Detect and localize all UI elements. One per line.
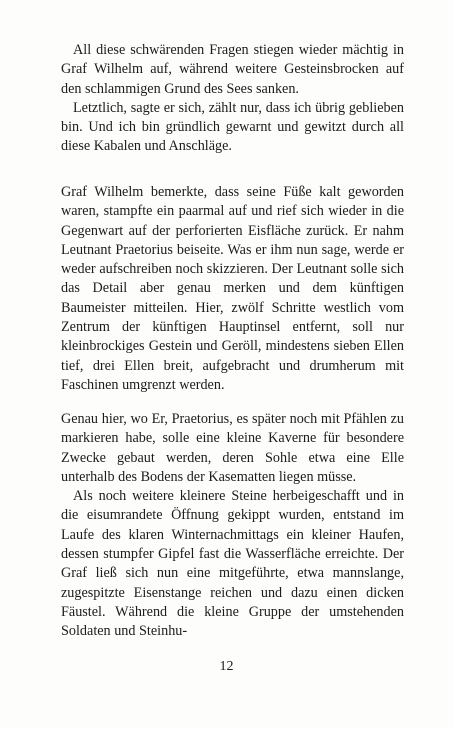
paragraph: Letztlich, sagte er sich, zählt nur, dass ich übrig geblieben bin. Und ich bin gründlich gewarnt und gewitzt durch all diese Kabalen und Anschläge. <box>61 99 404 155</box>
paragraph: All diese schwärenden Fragen stiegen wieder mächtig in Graf Wilhelm auf, während weitere Gesteinsbrocken auf den schlammigen Grund des Sees sanken. <box>61 42 404 97</box>
paragraph: Genau hier, wo Er, Praetorius, es später noch mit Pfählen zu markieren habe, solle eine kleine Kaverne für besondere Zwecke gebaut werden, deren Sohle etwa eine Elle unterhalb des Bodens der Kasematten liegen müsse. <box>61 411 404 485</box>
paragraph: Als noch weitere kleinere Steine herbeigeschafft und in die eisumrandete Öffnung gekippt wurden, entstand im Laufe des klaren Winternachmittags ein kleiner Haufen, dessen stumpfer Gipfel fast die Wasserfläche erreichte. Der Graf ließ sich nun eine mitgeführte, etwa mannslange, zugespitzte Eisenstange reichen und dazu einen dicken Fäustel. Während die kleine Gruppe der umstehenden Soldaten und Steinhu- <box>61 488 404 640</box>
paragraph: Graf Wilhelm bemerkte, dass seine Füße kalt geworden waren, stampfte ein paarmal auf und rief sich wieder in die Gegenwart auf der perforierten Eisfläche zurück. Er nahm Leutnant Praetorius beiseite. Was er ihm nun sage, werde er weder aufschreiben noch skizzieren. Der Leutnant solle sich das Detail aber genau merken und dem künftigen Baumeister mitteilen. Hier, zwölf Schritte westlich vom Zentrum der künftigen Hauptinsel entfernt, soll nur kleinbrockiges Gestein und Geröll, mindestens sieben Ellen tief, drei Ellen breit, aufgebracht und drumherum mit Faschinen umgrenzt werden. <box>61 184 404 393</box>
text-section-3 <box>61 410 404 642</box>
text-section-1 <box>61 41 404 157</box>
text-section-2 <box>61 183 404 395</box>
page-number: 12 <box>219 659 234 674</box>
